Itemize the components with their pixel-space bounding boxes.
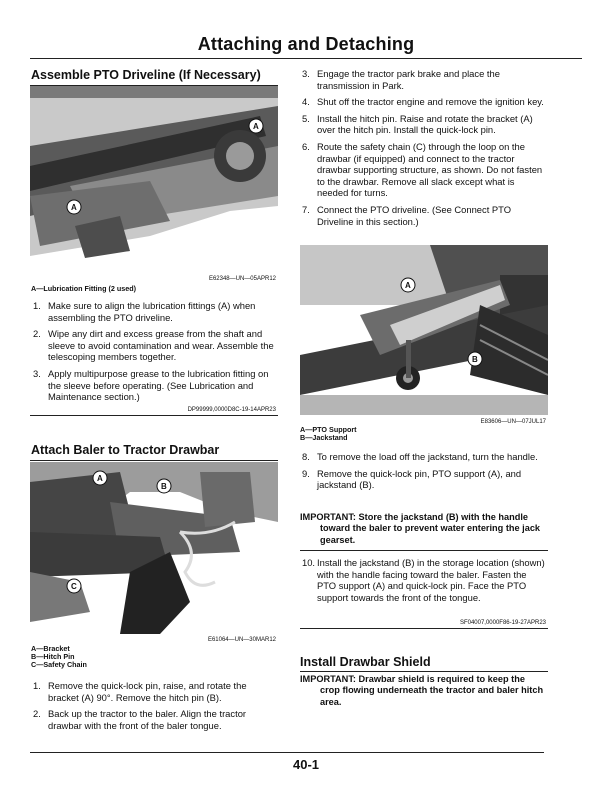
right-section-end-divider xyxy=(300,628,548,629)
hitch-callout-b: B xyxy=(161,482,167,491)
footer-divider xyxy=(30,752,544,753)
list-item: 8. To remove the load off the jackstand, turn the handle. xyxy=(302,451,538,462)
list-item: 3. Apply multipurpose grease to the lubrication fitting on the sleeve before operating. (See Lubrication and Maintenance section.) xyxy=(33,367,269,403)
attach-heading-divider xyxy=(30,460,278,461)
hitch-photo xyxy=(30,462,278,634)
jackstand-callout-a: A xyxy=(405,281,411,290)
hitch-callout-c: C xyxy=(71,582,77,591)
pto-legend-item: A—Lubrication Fitting (2 used) xyxy=(31,284,137,293)
list-item: 9. Remove the quick-lock pin, PTO support (A), and jackstand (B). xyxy=(302,467,522,491)
list-item: 6. Route the safety chain (C) through the loop on the drawbar (if equipped) and connect to the tractor drawbar supporting structure, as shown. Do not fasten to the drawbar. Remove all slack except what is needed for turns. xyxy=(302,140,543,199)
page-title: Attaching and Detaching xyxy=(197,34,415,54)
right-steps-list xyxy=(300,68,548,232)
pto-reference-code: DP99999,0000D8C-19-14APR23 xyxy=(187,407,276,413)
jackstand-callout-b: B xyxy=(472,355,478,364)
hitch-callout-a: A xyxy=(97,474,103,483)
hitch-legend-item: B—Hitch Pin xyxy=(31,652,75,662)
jackstand-steps-list xyxy=(300,451,548,496)
pto-section-end-divider xyxy=(30,415,278,416)
hitch-legend-item: A—Bracket xyxy=(31,644,70,653)
pto-callout-a-2: A xyxy=(71,203,77,212)
shield-section-heading: Install Drawbar Shield xyxy=(300,655,431,669)
pto-driveline-photo xyxy=(30,86,278,274)
hitch-legend xyxy=(31,645,87,670)
page-number: 40-1 xyxy=(292,757,320,772)
list-item: 5. Install the hitch pin. Raise and rotate the bracket (A) over the hitch pin. Install the quick-lock pin. xyxy=(302,112,533,136)
list-item: 3. Engage the tractor park brake and place the transmission in Park. xyxy=(302,68,500,91)
step-10-list xyxy=(300,557,548,608)
hitch-figure-id: E61064—UN—30MAR12 xyxy=(207,637,276,643)
jackstand-reference-code: SF04007,0000F86-19-27APR23 xyxy=(459,620,546,626)
pto-section-heading: Assemble PTO Driveline (If Necessary) xyxy=(31,68,261,82)
hitch-legend-item: C—Safety Chain xyxy=(31,660,87,670)
jackstand-legend xyxy=(300,426,357,442)
list-item: 2. Back up the tractor to the baler. Align the tractor drawbar with the front of the baler tongue. xyxy=(33,708,247,731)
jackstand-figure-id: E83606—UN—07JUL17 xyxy=(480,419,546,425)
jackstand-legend-item: B—Jackstand xyxy=(300,433,348,443)
jackstand-legend-item: A—PTO Support xyxy=(300,425,357,434)
title-divider xyxy=(30,58,582,59)
list-item: 2. Wipe any dirt and excess grease from the shaft and sleeve to avoid contamination and wear. Assemble the telescoping members together. xyxy=(33,328,274,363)
pto-figure-id: E62348—UN—05APR12 xyxy=(208,276,276,282)
shield-heading-divider xyxy=(300,671,548,672)
pto-steps-list xyxy=(31,300,278,408)
list-item: 4. Shut off the tractor engine and remove the ignition key. xyxy=(302,96,544,108)
important-note-shield: IMPORTANT: Drawbar shield is required to keep the crop flowing underneath the tractor and baler hitch area. xyxy=(300,674,544,707)
attach-steps-list xyxy=(31,680,278,736)
important-divider xyxy=(300,550,548,551)
list-item: 7. Connect the PTO driveline. (See Connect PTO Driveline in this section.) xyxy=(302,203,512,227)
list-item: 1. Remove the quick-lock pin, raise, and rotate the bracket (A) 90°. Remove the hitch pin (B). xyxy=(33,680,247,703)
list-item: 1. Make sure to align the lubrication fittings (A) when assembling the PTO driveline. xyxy=(33,300,256,323)
important-note-jackstand: IMPORTANT: Store the jackstand (B) with the handle toward the baler to prevent water entering the jack gearset. xyxy=(300,512,541,545)
pto-legend xyxy=(31,285,136,293)
pto-callout-a: A xyxy=(253,122,259,131)
attach-section-heading: Attach Baler to Tractor Drawbar xyxy=(31,443,220,457)
list-item: 10. Install the jackstand (B) in the storage location (shown) with the handle facing toward the baler. Fasten the PTO support (A) and quick-lock pin. Face the PTO support towards the front of the tongue. xyxy=(302,557,545,603)
jackstand-photo xyxy=(300,245,548,415)
